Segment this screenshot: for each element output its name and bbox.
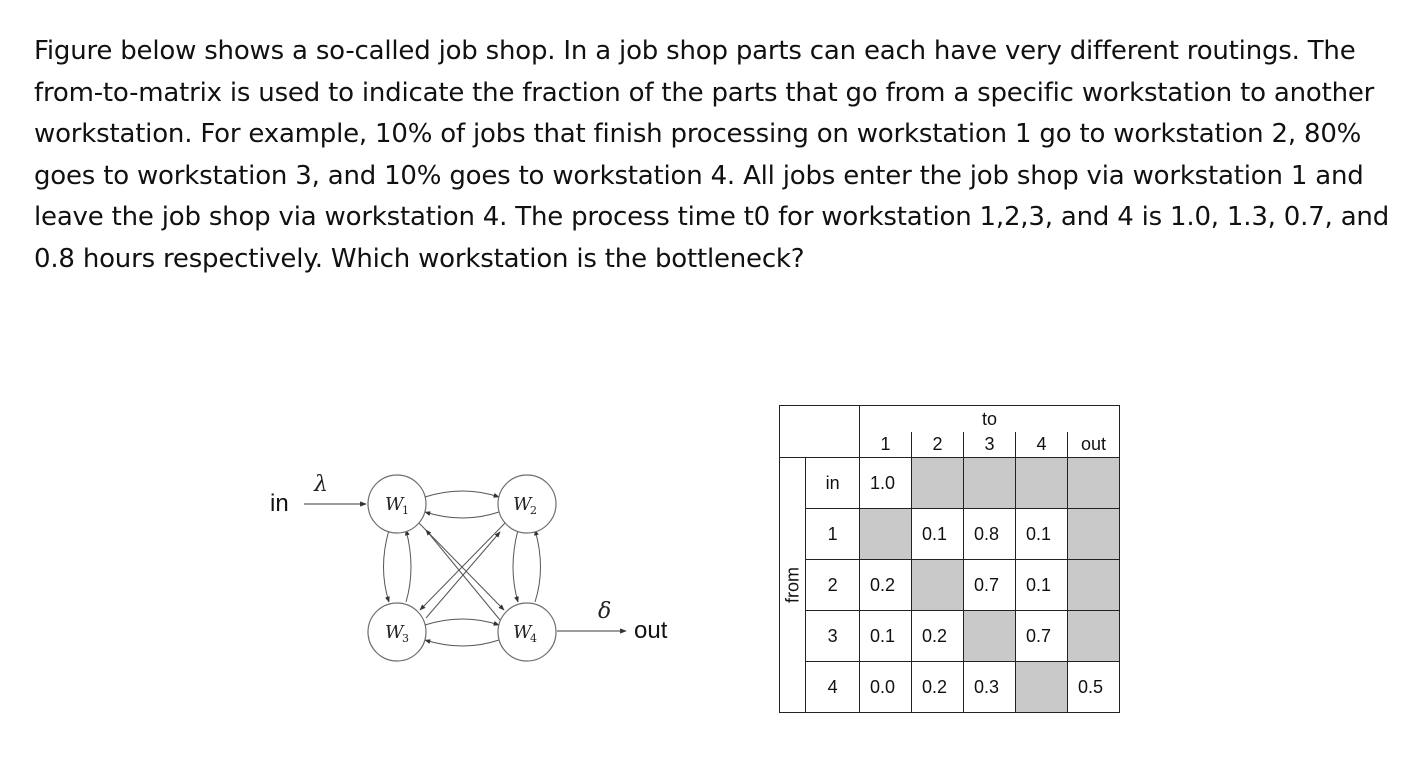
- col-header: 1: [860, 432, 912, 458]
- row-header: 4: [806, 662, 860, 713]
- arc-w1-w2: [425, 491, 499, 497]
- matrix-cell: 0.1: [1016, 509, 1068, 560]
- matrix-cell: 0.2: [912, 662, 964, 713]
- matrix-header-to-row: [780, 406, 1120, 433]
- matrix-cell: [964, 611, 1016, 662]
- matrix-cell: 0.7: [964, 560, 1016, 611]
- arc-w3-w4: [425, 619, 499, 625]
- node-w4: [498, 603, 556, 661]
- node-w3-letter: W: [385, 622, 404, 643]
- row-header: 1: [806, 509, 860, 560]
- matrix-cell: 0.0: [860, 662, 912, 713]
- from-label: from: [782, 567, 803, 603]
- matrix-cell: 0.5: [1068, 662, 1120, 713]
- row-header: 2: [806, 560, 860, 611]
- col-header: 4: [1016, 432, 1068, 458]
- col-header: 3: [964, 432, 1016, 458]
- node-w2-letter: W: [513, 494, 532, 515]
- matrix-cell: 1.0: [860, 458, 912, 509]
- matrix-corner: [780, 406, 860, 458]
- arc-w2-w4: [513, 530, 518, 602]
- matrix-cell: 0.8: [964, 509, 1016, 560]
- matrix-cell: 0.1: [912, 509, 964, 560]
- matrix-cell: [1016, 458, 1068, 509]
- matrix-cell: [1068, 611, 1120, 662]
- node-w2: [498, 475, 556, 533]
- delta-symbol: δ: [598, 599, 612, 624]
- matrix-cell: [1068, 509, 1120, 560]
- to-label: to: [860, 406, 1120, 433]
- node-w1-letter: W: [385, 494, 404, 515]
- from-label-cell: [780, 458, 806, 713]
- node-w3-sub: 3: [402, 632, 409, 645]
- arc-w1-w3: [384, 530, 390, 602]
- in-label: in: [270, 490, 289, 517]
- row-header: 3: [806, 611, 860, 662]
- arc-w2-w3: [420, 522, 506, 610]
- out-label: out: [634, 617, 668, 644]
- matrix-cell: [860, 509, 912, 560]
- matrix-cell: [1068, 560, 1120, 611]
- matrix-cell: [912, 560, 964, 611]
- matrix-cell: [1016, 662, 1068, 713]
- matrix-cell: 0.2: [860, 560, 912, 611]
- matrix-cell: 0.3: [964, 662, 1016, 713]
- matrix-cell: 0.7: [1016, 611, 1068, 662]
- col-header: out: [1068, 432, 1120, 458]
- matrix-cell: 0.1: [860, 611, 912, 662]
- matrix-row: [780, 611, 1120, 662]
- node-w2-sub: 2: [530, 504, 537, 517]
- row-header: in: [806, 458, 860, 509]
- matrix-cell: 0.1: [1016, 560, 1068, 611]
- node-w1: [368, 475, 426, 533]
- col-header: 2: [912, 432, 964, 458]
- arc-w4-w2: [535, 530, 541, 602]
- question-text: Figure below shows a so-called job shop. In a job shop parts can each have very different routings. The from-to-matrix is used to indicate the fraction of the parts that go from a specific workstation to another workstation. For example, 10% of jobs that finish processing on workstation 1 go to workstation 2, 80% goes to workstation 3, and 10% goes to workstation 4. All jobs enter the job shop via workstation 1 and leave the job shop via workstation 4. The process time t0 for workstation 1,2,3, and 4 is 1.0, 1.3, 0.7, and 0.8 hours respectively. Which workstation is the bottleneck?: [34, 36, 1390, 274]
- matrix-row: [780, 662, 1120, 713]
- arc-w3-w2: [426, 532, 500, 618]
- matrix-cell: 0.2: [912, 611, 964, 662]
- matrix-row: [780, 560, 1120, 611]
- node-w3: [368, 603, 426, 661]
- arc-w4-w3: [425, 640, 499, 646]
- matrix-cell: [964, 458, 1016, 509]
- lambda-symbol: λ: [314, 472, 328, 497]
- node-w1-sub: 1: [402, 504, 409, 517]
- arc-w3-w1: [406, 530, 411, 602]
- from-to-matrix: [779, 405, 1120, 713]
- matrix-row: [780, 458, 1120, 509]
- node-w4-sub: 4: [530, 632, 537, 645]
- matrix-row: [780, 509, 1120, 560]
- matrix-cell: [912, 458, 964, 509]
- matrix-cell: [1068, 458, 1120, 509]
- node-w4-letter: W: [513, 622, 532, 643]
- arc-w2-w1: [425, 512, 499, 518]
